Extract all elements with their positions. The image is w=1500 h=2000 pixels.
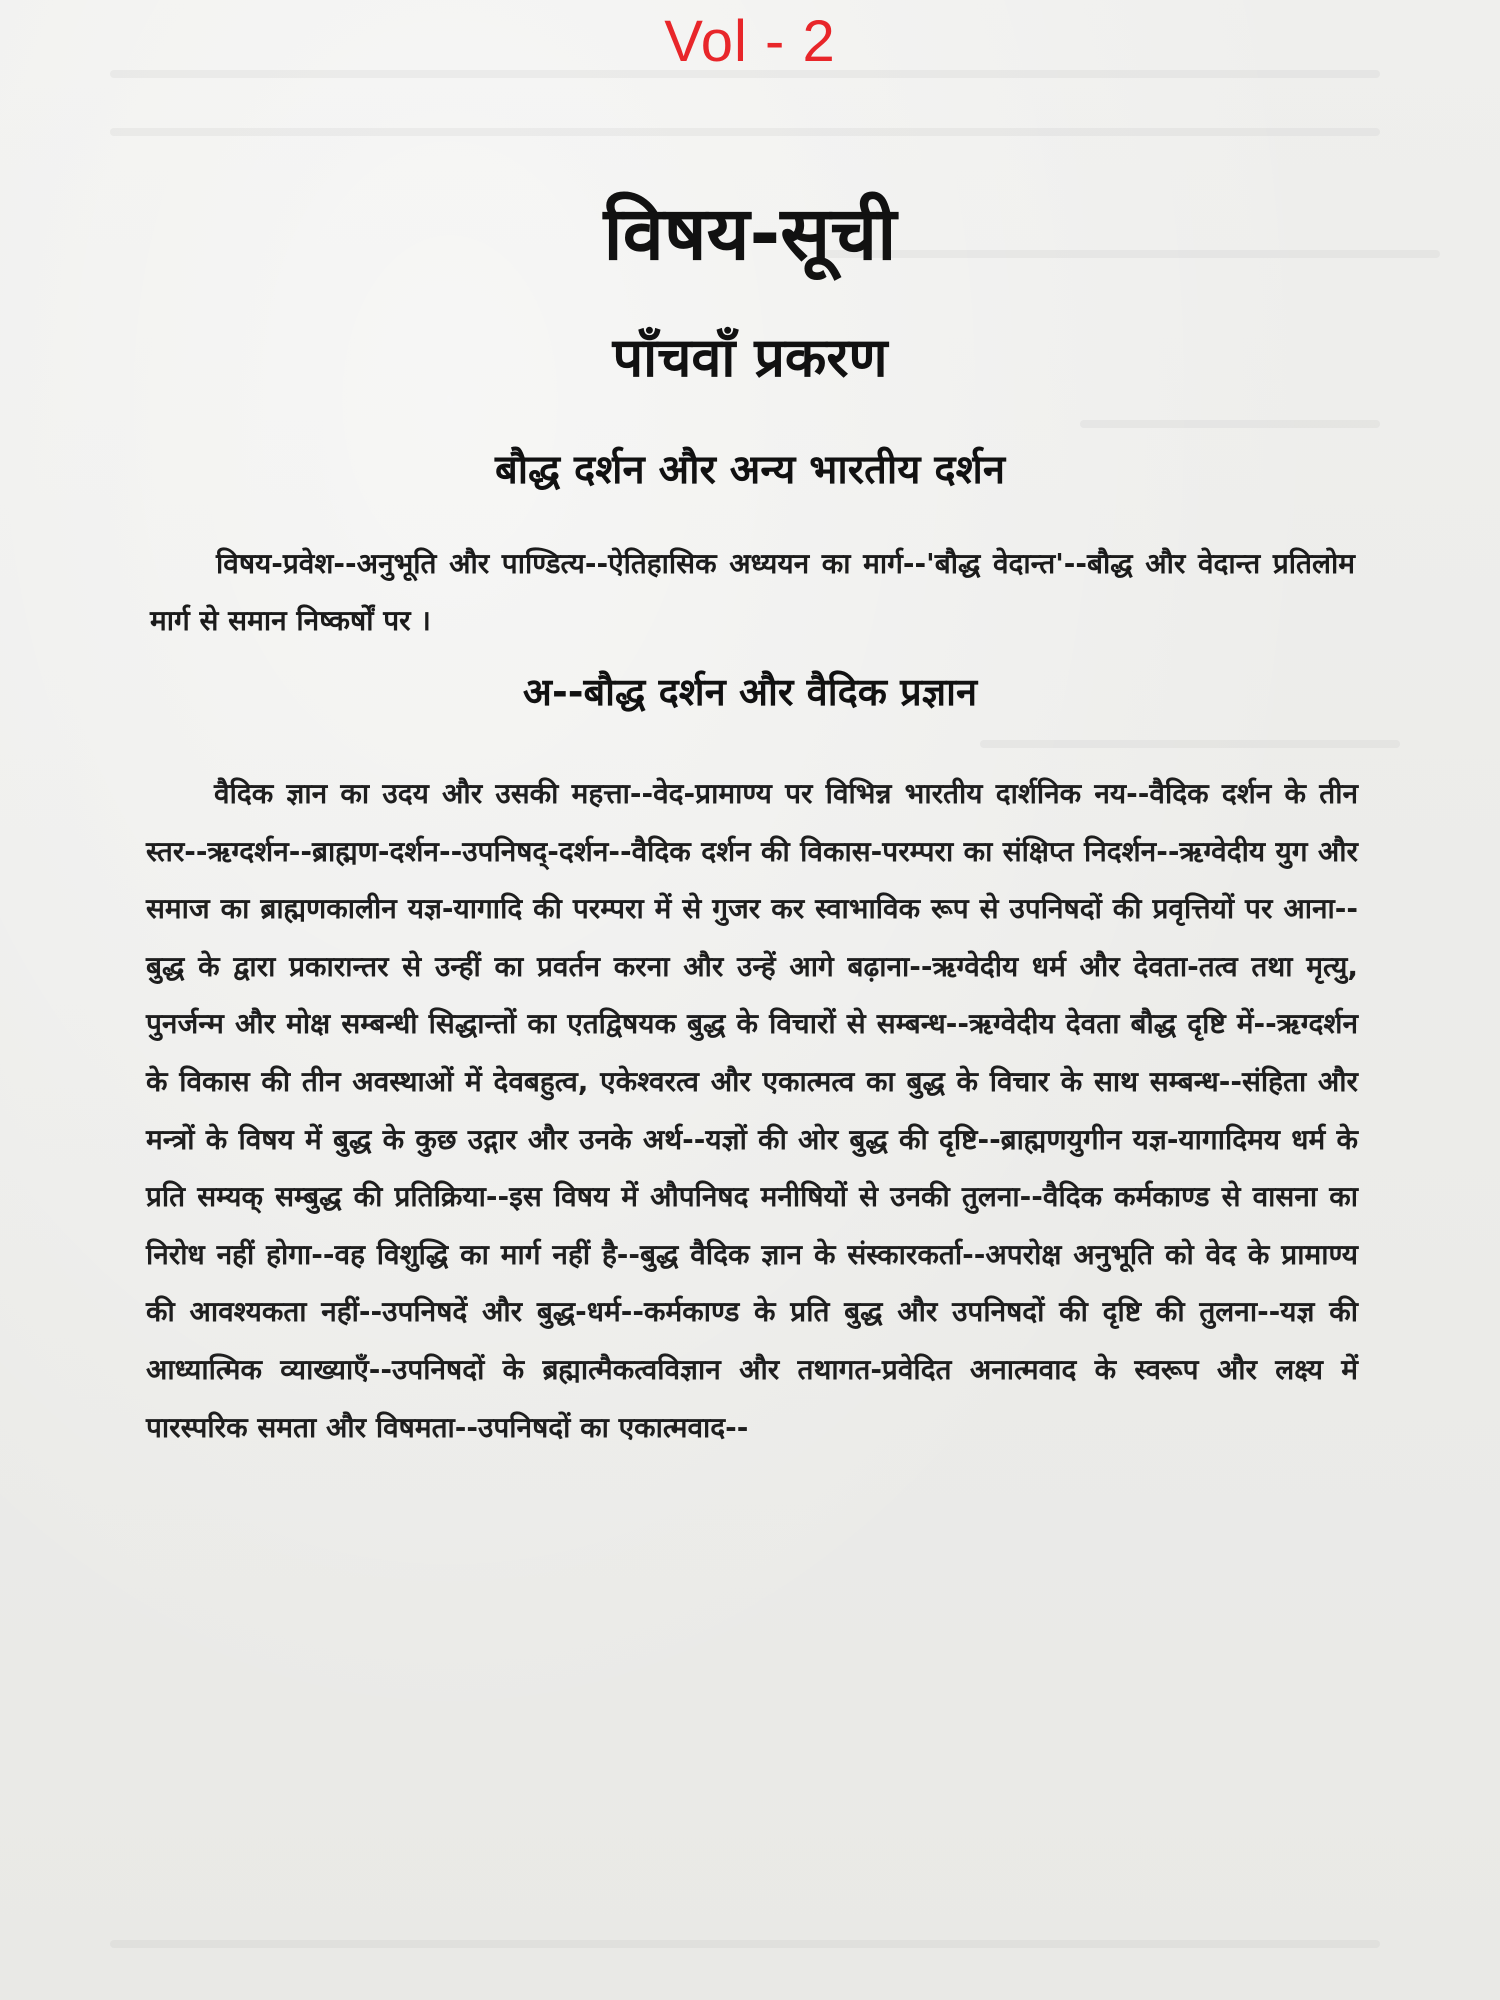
volume-label: Vol - 2: [664, 9, 836, 74]
page-title: विषय-सूची: [603, 191, 897, 277]
chapter-heading: पाँचवाँ प्रकरण: [612, 326, 888, 389]
contents-paragraph: वैदिक ज्ञान का उदय और उसकी महत्ता--वेद-प्रामाण्य पर विभिन्न भारतीय दार्शनिक नय--वैदिक दर्शन के तीन स्तर--ऋग्दर्शन--ब्राह्मण-दर्शन--उपनिषद्-दर्शन--वैदिक दर्शन की विकास-परम्परा का संक्षिप्त निदर्शन--ऋग्वेदीय युग और समाज का ब्राह्मणकालीन यज्ञ-यागादि की परम्परा में से गुजर कर स्वाभाविक रूप से उपनिषदों की प्रवृत्तियों पर आना--बुद्ध के द्वारा प्रकारान्तर से उन्हीं का प्रवर्तन करना और उन्हें आगे बढ़ाना--ऋग्वेदीय धर्म और देवता-तत्व तथा मृत्यु, पुनर्जन्म और मोक्ष सम्बन्धी सिद्धान्तों का एतद्विषयक बुद्ध के विचारों से सम्बन्ध--ऋग्वेदीय देवता बौद्ध दृष्टि में--ऋग्दर्शन के विकास की तीन अवस्थाओं में देवबहुत्व, एकेश्वरत्व और एकात्मत्व का बुद्ध के विचार के साथ सम्बन्ध--संहिता और मन्त्रों के विषय में बुद्ध के कुछ उद्गार और उनके अर्थ--यज्ञों की ओर बुद्ध की दृष्टि--ब्राह्मणयुगीन यज्ञ-यागादिमय धर्म के प्रति सम्यक् सम्बुद्ध की प्रतिक्रिया--इस विषय में औपनिषद मनीषियों से उनकी तुलना--वैदिक कर्मकाण्ड से वासना का निरोध नहीं होगा--वह विशुद्धि का मार्ग नहीं है--बुद्ध वैदिक ज्ञान के संस्कारकर्ता--अपरोक्ष अनुभूति को वेद के प्रामाण्य की आवश्यकता नहीं--उपनिषदें और बुद्ध-धर्म--कर्मकाण्ड के प्रति बुद्ध और उपनिषदों की दृष्टि की तुलना--यज्ञ की आध्यात्मिक व्याख्याएँ--उपनिषदों के ब्रह्मात्मैकत्वविज्ञान और तथागत-प्रवेदित अनात्मवाद के स्वरूप और लक्ष्य में पारस्परिक समता और विषमता--उपनिषदों का एकात्मवाद--: [146, 777, 1358, 1444]
intro-paragraph: विषय-प्रवेश--अनुभूति और पाण्डित्य--ऐतिहासिक अध्ययन का मार्ग--'बौद्ध वेदान्त'--बौद्ध और वेदान्त प्रतिलोम मार्ग से समान निष्कर्षों पर ।: [150, 547, 1355, 637]
bleed-line: [110, 128, 1380, 136]
bleed-line: [980, 740, 1400, 748]
section-heading: बौद्ध दर्शन और अन्य भारतीय दर्शन: [494, 447, 1006, 493]
bleed-line: [110, 1940, 1380, 1948]
subsection-heading: अ--बौद्ध दर्शन और वैदिक प्रज्ञान: [522, 670, 978, 714]
bleed-line: [1080, 420, 1380, 428]
